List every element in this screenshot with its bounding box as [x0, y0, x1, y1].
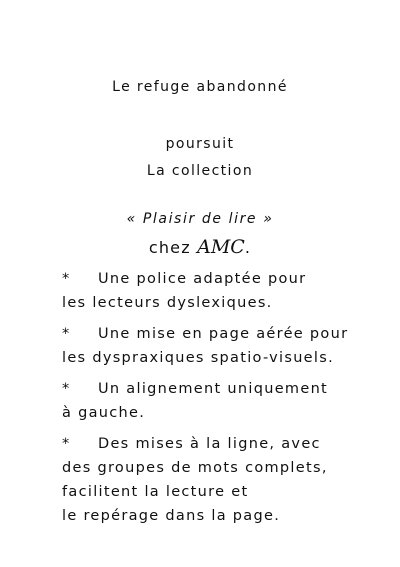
list-item-line: des groupes de mots complets,: [62, 460, 328, 476]
list-item-line: [62, 322, 398, 346]
chez-text: chez: [148, 238, 191, 257]
list-item: [62, 432, 398, 528]
list-item-text: Un alignement uniquement: [98, 381, 329, 397]
bullet-star: *: [62, 436, 71, 452]
series-name: « Plaisir de lire »: [126, 211, 274, 227]
list-item-line: le repérage dans la page.: [62, 508, 281, 524]
bullet-star: *: [62, 326, 71, 342]
list-item-line: facilitent la lecture et: [62, 484, 249, 500]
list-item: [62, 322, 398, 370]
bullet-star: *: [62, 381, 71, 397]
list-item-line: les lecteurs dyslexiques.: [62, 295, 273, 311]
features-list: [62, 267, 398, 535]
list-item-text: Une police adaptée pour: [98, 271, 307, 287]
list-item: [62, 377, 398, 425]
list-item-line: à gauche.: [62, 405, 146, 421]
publisher-period: .: [244, 238, 252, 257]
list-item-text: Des mises à la ligne, avec: [98, 436, 321, 452]
list-item-line: [62, 267, 398, 291]
list-item: [62, 267, 398, 315]
collection-text: La collection: [146, 163, 254, 179]
list-item-line: [62, 377, 398, 401]
continues-text: poursuit: [165, 136, 235, 152]
bullet-star: *: [62, 271, 71, 287]
publisher-line: [0, 236, 400, 258]
list-item-line: [62, 432, 398, 456]
list-item-text: Une mise en page aérée pour: [98, 326, 349, 342]
book-title: Le refuge abandonné: [112, 79, 288, 95]
list-item-line: les dyspraxiques spatio-visuels.: [62, 350, 334, 366]
publisher-logo: AMC: [197, 236, 245, 258]
